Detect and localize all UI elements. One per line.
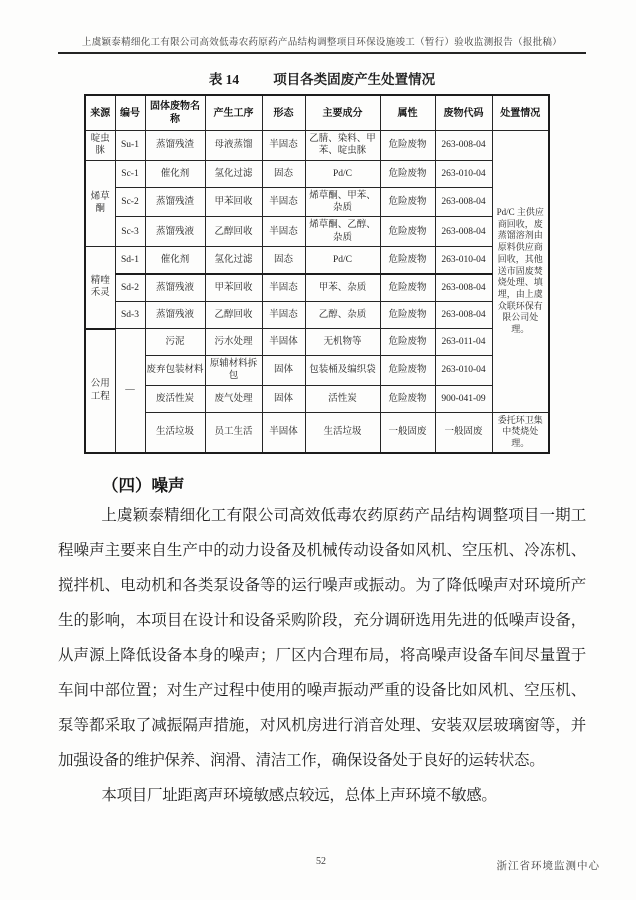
table-cell: 危险废物 [380, 131, 435, 161]
table-cell: 危险废物 [380, 329, 435, 356]
table-cell: 无机物等 [305, 329, 380, 356]
table-cell: 263-010-04 [435, 247, 492, 275]
table-cell: 一般固废 [435, 412, 492, 453]
table-cell: Sd-2 [115, 274, 145, 302]
table-cell: 蒸馏残液 [145, 302, 205, 329]
table-cell: 委托环卫集中焚烧处理。 [492, 412, 549, 453]
column-header: 属性 [380, 95, 435, 131]
table-cell: 蒸馏残渣 [145, 187, 205, 217]
table-cell: 263-008-04 [435, 302, 492, 329]
table-cell: 固体 [262, 385, 305, 412]
table-cell: 危险废物 [380, 160, 435, 187]
table-cell: 乙醇、杂质 [305, 302, 380, 329]
table-cell: 固体 [262, 356, 305, 386]
table-cell: 烯草酮 [85, 160, 115, 246]
table-cell: 危险废物 [380, 356, 435, 386]
table-cell: 乙醇回收 [205, 217, 262, 247]
table-cell: Pd/C 主供应商回收，废蒸馏溶剂由原料供应商回收，其他送市固废焚烧处理、填埋，由上虞众联环保有限公司处理。 [492, 131, 549, 413]
table-cell: 263-008-04 [435, 131, 492, 161]
page-content [58, 34, 586, 813]
table-cell: 一般固废 [380, 412, 435, 453]
table-cell: 半固体 [262, 412, 305, 453]
table-cell: 乙醇回收 [205, 302, 262, 329]
table-cell: 生活垃圾 [305, 412, 380, 453]
table-cell: 固态 [262, 160, 305, 187]
table-cell: 包装桶及编织袋 [305, 356, 380, 386]
column-header: 主要成分 [305, 95, 380, 131]
table-cell: 危险废物 [380, 385, 435, 412]
table-cell: 半固态 [262, 131, 305, 161]
body-paragraph: 上虞颖泰精细化工有限公司高效低毒农药原药产品结构调整项目一期工程噪声主要来自生产中的动力设备及机械传动设备如风机、空压机、冷冻机、搅拌机、电动机和各类泵设备等的运行噪声或振动。为了降低噪声对环境所产生的影响，本项目在设计和设备采购阶段，充分调研选用先进的低噪声设备，从声源上降低设备本身的噪声；厂区内合理布局，将高噪声设备车间尽量置于车间中部位置；对生产过程中使用的噪声振动严重的设备比如风机、空压机、泵等都采取了减振隔声措施，对风机房进行消音处理、安装双层玻璃窗等，并加强设备的维护保养、润滑、清洁工作，确保设备处于良好的运转状态。 [58, 506, 586, 769]
solid-waste-table [84, 94, 550, 454]
column-header: 处置情况 [492, 95, 549, 131]
table-cell: 危险废物 [380, 247, 435, 275]
table-body [85, 131, 549, 453]
table-cell: 半固态 [262, 217, 305, 247]
table-cell: 半固态 [262, 274, 305, 302]
noise-paragraphs [58, 498, 586, 813]
table-cell: 废弃包装材料 [145, 356, 205, 386]
page-number: 52 [316, 856, 326, 867]
table-row [85, 160, 549, 187]
table-row [85, 329, 549, 356]
table-row [85, 274, 549, 302]
table-cell: 烯草酮、乙醇、杂质 [305, 217, 380, 247]
table-head [85, 95, 549, 131]
table-cell: 半固态 [262, 302, 305, 329]
table-cell: Sc-3 [115, 217, 145, 247]
table-cell: 263-008-04 [435, 274, 492, 302]
table-cell: 甲苯回收 [205, 274, 262, 302]
table-cell: 精喹禾灵 [85, 247, 115, 329]
column-header: 形态 [262, 95, 305, 131]
table-cell: 啶虫脒 [85, 131, 115, 161]
table-row [85, 217, 549, 247]
table-cell: 污水处理 [205, 329, 262, 356]
table-row [85, 412, 549, 453]
table-cell: 半固态 [262, 187, 305, 217]
table-cell: — [115, 329, 145, 453]
table-cell: 固态 [262, 247, 305, 275]
table-cell: 263-011-04 [435, 329, 492, 356]
table-cell: 废气处理 [205, 385, 262, 412]
table-cell: Sc-1 [115, 160, 145, 187]
table-cell: 催化剂 [145, 247, 205, 275]
table-cell: 原辅材料拆包 [205, 356, 262, 386]
table-cell: 甲苯回收 [205, 187, 262, 217]
table-row [85, 302, 549, 329]
table-cell: Sc-2 [115, 187, 145, 217]
table-caption-title: 项目各类固废产生处置情况 [273, 72, 436, 87]
section-heading-noise: （四）噪声 [102, 475, 185, 495]
table-cell: 危险废物 [380, 302, 435, 329]
column-header: 废物代码 [435, 95, 492, 131]
table-cell: 废活性炭 [145, 385, 205, 412]
table-cell: 员工生活 [205, 412, 262, 453]
table-cell: 危险废物 [380, 187, 435, 217]
column-header: 来源 [85, 95, 115, 131]
table-row [85, 356, 549, 386]
column-header: 固体废物名称 [145, 95, 205, 131]
table-cell: 催化剂 [145, 160, 205, 187]
table-cell: Pd/C [305, 160, 380, 187]
table-caption [58, 68, 586, 88]
table-row [85, 247, 549, 275]
table-cell: 氢化过滤 [205, 247, 262, 275]
table-cell: 生活垃圾 [145, 412, 205, 453]
table-cell: 活性炭 [305, 385, 380, 412]
running-header: 上虞颖泰精细化工有限公司高效低毒农药原药产品结构调整项目环保设施竣工（暂行）验收监测报告（报批稿） [58, 34, 586, 54]
table-cell: 半固体 [262, 329, 305, 356]
table-cell: 263-008-04 [435, 217, 492, 247]
table-caption-label: 表 14 [208, 72, 240, 87]
table-cell: 危险废物 [380, 274, 435, 302]
table-cell: Sd-1 [115, 247, 145, 275]
table-cell: Pd/C [305, 247, 380, 275]
table-cell: 公用工程 [85, 329, 115, 453]
table-cell: Sd-3 [115, 302, 145, 329]
table-cell: 263-010-04 [435, 160, 492, 187]
footer-organization: 浙江省环境监测中心 [496, 861, 600, 872]
table-cell: Su-1 [115, 131, 145, 161]
table-cell: 蒸馏残渣 [145, 131, 205, 161]
table-cell: 污泥 [145, 329, 205, 356]
table-cell: 甲苯、杂质 [305, 274, 380, 302]
table-row [85, 187, 549, 217]
table-cell: 蒸馏残液 [145, 217, 205, 247]
table-cell: 蒸馏残液 [145, 274, 205, 302]
column-header: 编号 [115, 95, 145, 131]
table-row [85, 385, 549, 412]
table-row [85, 131, 549, 161]
table-cell: 乙腈、染料、甲苯、啶虫脒 [305, 131, 380, 161]
body-paragraph: 本项目厂址距离声环境敏感点较远，总体上声环境不敏感。 [101, 786, 497, 804]
table-cell: 氢化过滤 [205, 160, 262, 187]
table-cell: 263-008-04 [435, 187, 492, 217]
column-header: 产生工序 [205, 95, 262, 131]
table-cell: 263-010-04 [435, 356, 492, 386]
table-cell: 烯草酮、甲苯、杂质 [305, 187, 380, 217]
table-cell: 危险废物 [380, 217, 435, 247]
table-cell: 母液蒸馏 [205, 131, 262, 161]
table-cell: 900-041-09 [435, 385, 492, 412]
